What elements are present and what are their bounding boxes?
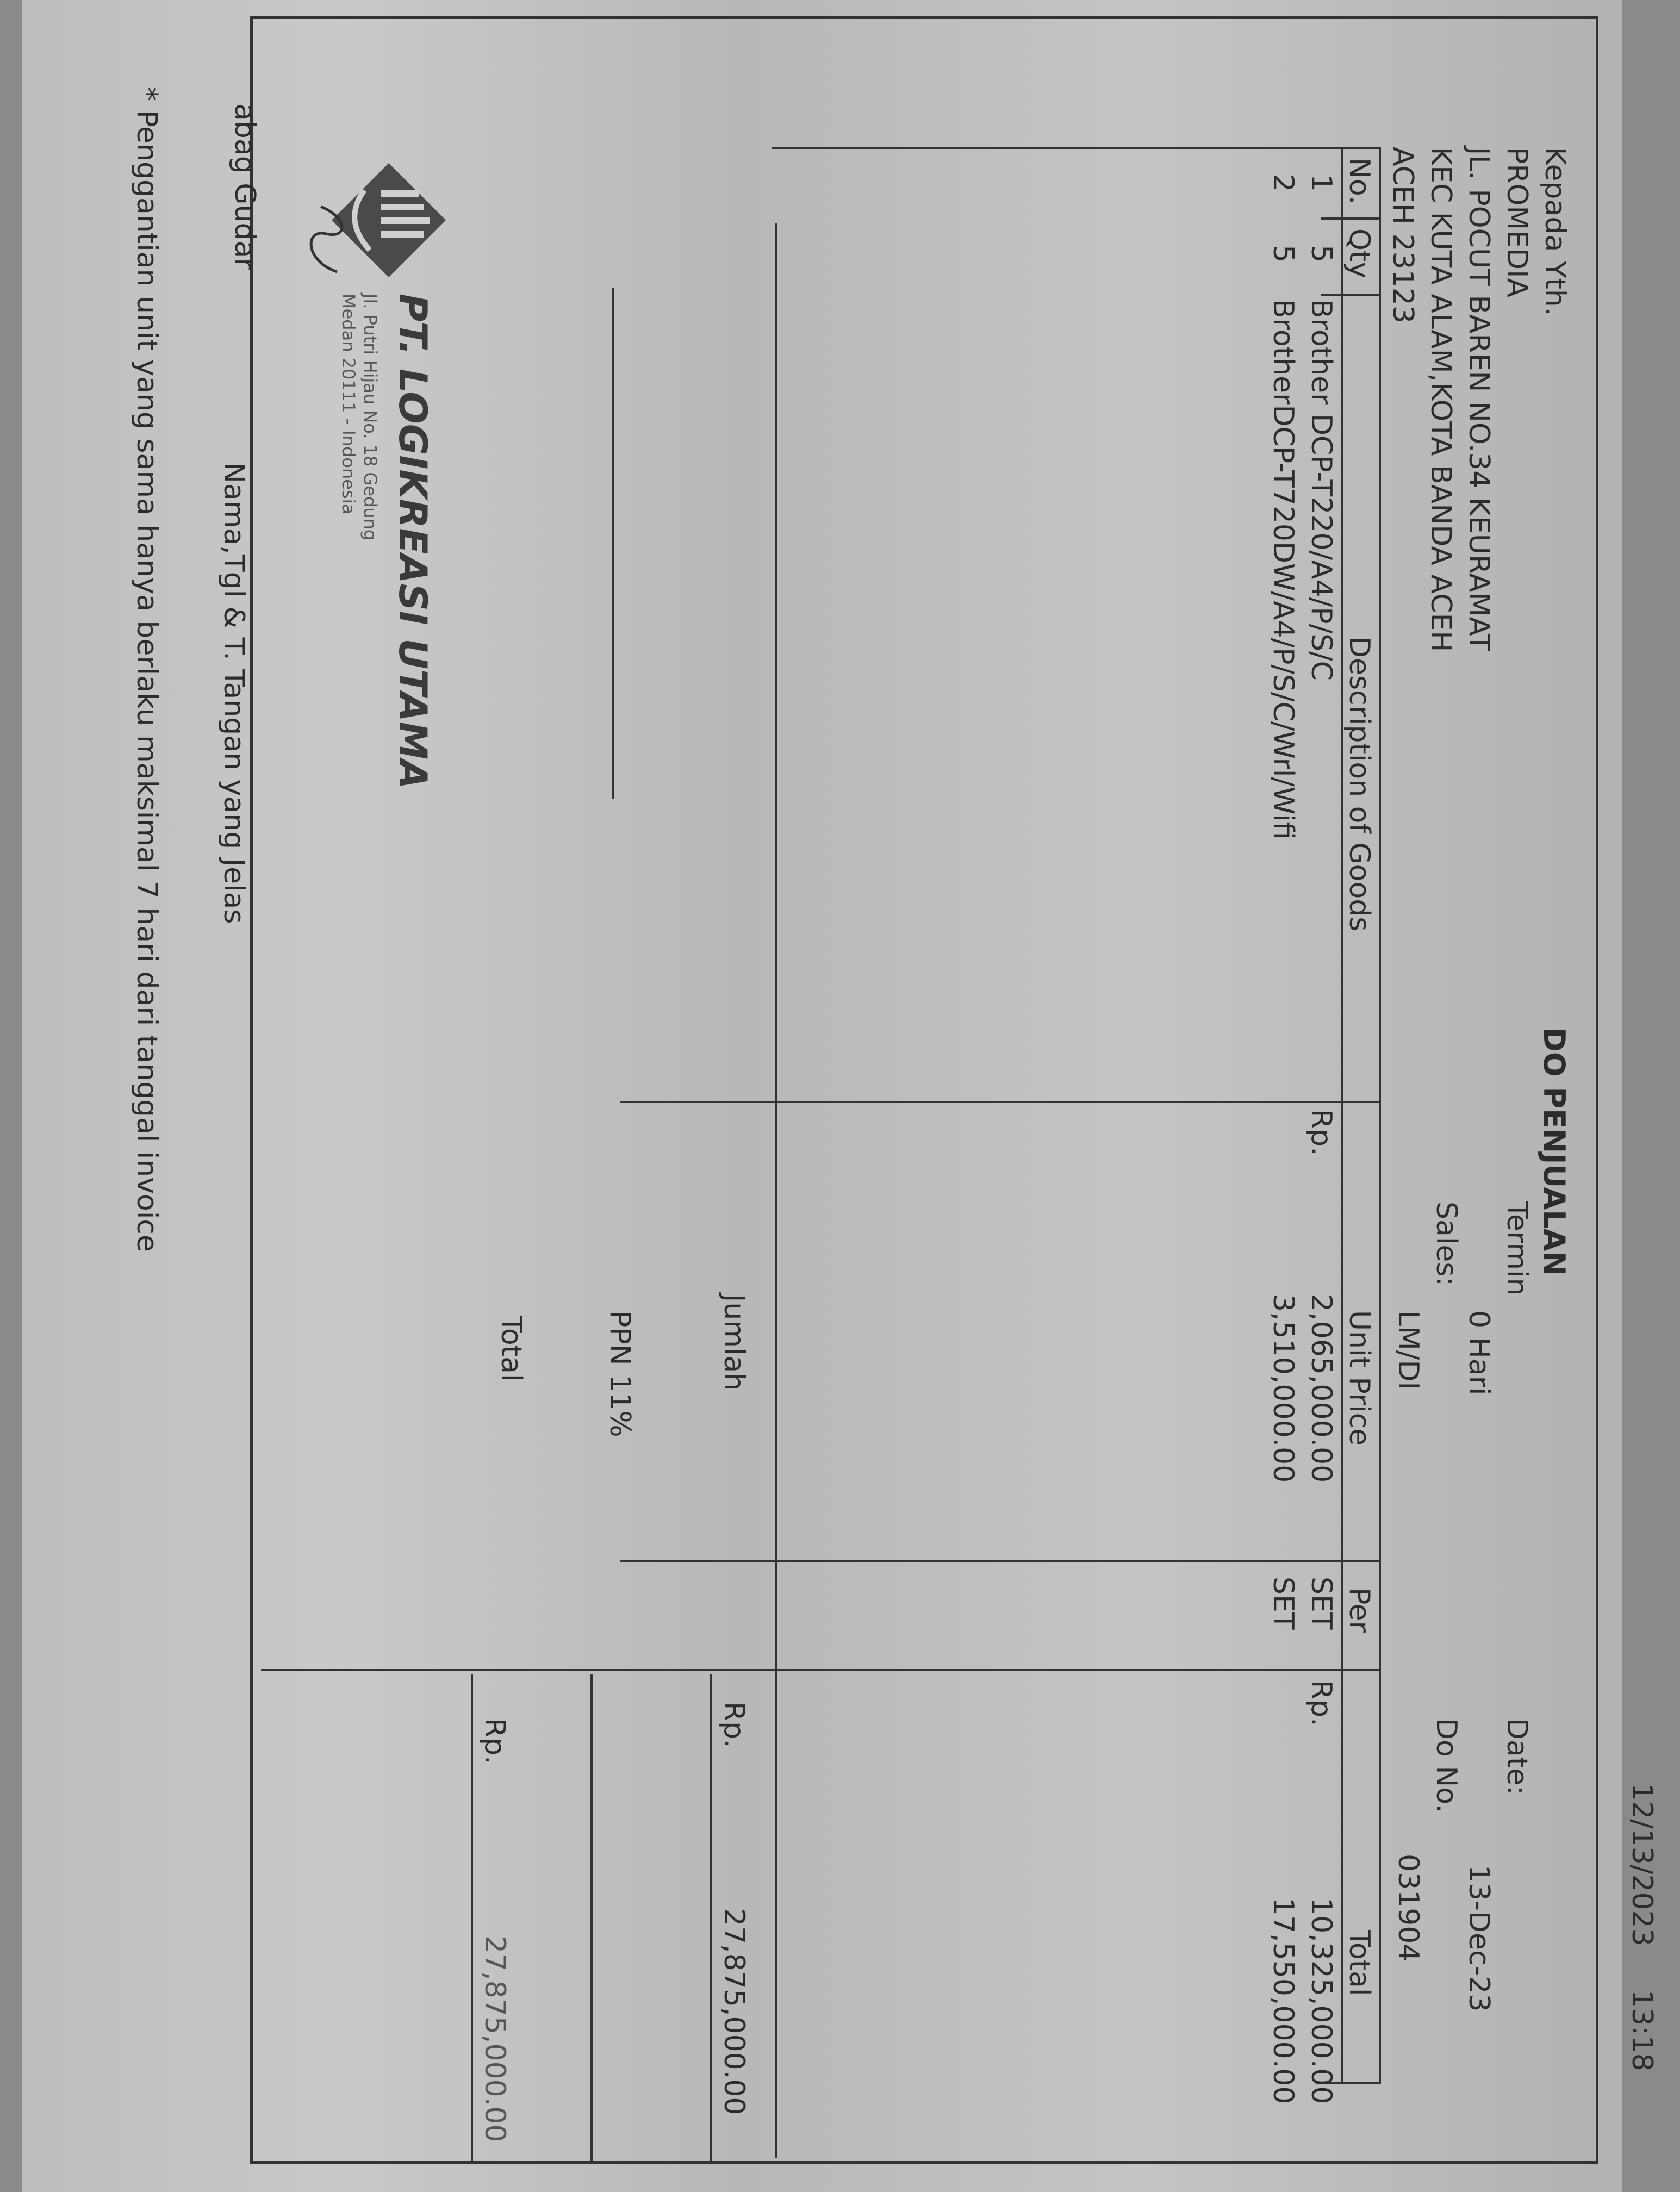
jumlah-value: 27,875,000.00 [718, 1908, 750, 2115]
table-top-rule [1379, 147, 1381, 2082]
row-1-no: 1 [1305, 174, 1337, 192]
header-description: Description of Goods [1343, 636, 1376, 932]
jumlah-currency: Rp. [718, 1702, 750, 1748]
print-date: 12/13/2023 [1626, 1783, 1658, 1946]
termin-value: 0 Hari [1463, 1310, 1495, 1396]
date-value: 13-Dec-23 [1463, 1865, 1495, 2012]
footnote: * Penggantian unit yang sama hanya berlaku maksimal 7 hari dari tanggal invoice [130, 87, 163, 1252]
do-number-label: Do No. [1430, 1718, 1463, 1813]
header-qty: Qty [1343, 228, 1376, 279]
row-1-description: Brother DCP-T220/A4/P/S/C [1305, 299, 1337, 681]
summary-rule-3 [471, 1674, 473, 2164]
total-currency: Rp. [478, 1718, 511, 1765]
header-total: Total [1343, 1930, 1376, 1996]
col-divider-qty [1321, 294, 1381, 296]
total-label: Total [495, 1316, 527, 1382]
row-1-unit-price: 2,065,000.00 [1305, 1294, 1337, 1483]
table-left-rule [772, 147, 1381, 149]
paper-sheet [22, 0, 1658, 2192]
row-1-total-currency: Rp. [1305, 1680, 1337, 1727]
summary-rule-1 [710, 1674, 712, 2164]
row-2-unit-price: 3,510,000.00 [1267, 1294, 1299, 1483]
row-1-per: SET [1305, 1577, 1337, 1630]
header-unit-price: Unit Price [1343, 1310, 1376, 1446]
row-2-total: 17,550,000.00 [1267, 1897, 1299, 2104]
recipient-address-2: KEC KUTA ALAM,KOTA BANDA ACEH [1424, 147, 1457, 652]
document-title: DO PENJUALAN [1537, 1028, 1571, 1276]
company-address-1: Jl. Putri Hijau No. 18 Gedung [360, 294, 381, 541]
items-area-rule [612, 288, 614, 799]
signature-mark [299, 196, 359, 294]
table-bottom-rule [775, 223, 777, 2158]
recipient-name: PROMEDIA [1501, 147, 1533, 298]
row-2-per: SET [1267, 1577, 1299, 1630]
company-address-2: Medan 20111 - Indonesia [338, 294, 359, 515]
recipient-address-1: JL. POCUT BAREN NO.34 KEURAMAT [1463, 147, 1495, 651]
col-divider-price [620, 1560, 1381, 1562]
total-value: 27,875,000.00 [478, 1935, 511, 2143]
row-1-total: 10,325,000.00 [1305, 1897, 1337, 2104]
sales-label: Sales: [1430, 1201, 1463, 1286]
col-divider-desc [620, 1101, 1381, 1103]
print-time: 13:18 [1626, 1990, 1658, 2071]
row-2-qty: 5 [1267, 245, 1299, 263]
col-divider-no [1321, 217, 1381, 220]
company-name: PT. LOGIKREASI UTAMA [390, 294, 435, 789]
do-number-value: 031904 [1392, 1854, 1424, 1962]
recipient-label: Kepada Yth. [1539, 147, 1571, 316]
termin-label: Termin [1501, 1201, 1533, 1296]
signature-right-label: Nama,Tgl & T. Tangan yang Jelas [217, 462, 250, 924]
ppn-label: PPN 11% [603, 1310, 636, 1437]
table-header-rule [1341, 147, 1343, 2082]
summary-rule-2 [590, 1674, 593, 2164]
document-frame [250, 16, 1598, 2164]
row-1-qty: 5 [1305, 245, 1337, 263]
recipient-address-3: ACEH 23123 [1386, 147, 1419, 323]
delivery-order-document [71, 16, 1680, 2164]
row-1-currency: Rp. [1305, 1109, 1337, 1156]
jumlah-label: Jumlah [718, 1294, 750, 1391]
date-label: Date: [1501, 1718, 1533, 1795]
signature-left-label: abag Gudar [228, 103, 261, 270]
header-no: No. [1343, 158, 1376, 205]
row-2-no: 2 [1267, 174, 1299, 192]
row-2-description: BrotherDCP-T720DW/A4/P/S/C/Wrl/Wifi [1267, 299, 1299, 840]
header-per: Per [1343, 1587, 1376, 1633]
sales-value: LM/DI [1392, 1310, 1424, 1390]
col-divider-per [261, 1669, 1381, 1671]
